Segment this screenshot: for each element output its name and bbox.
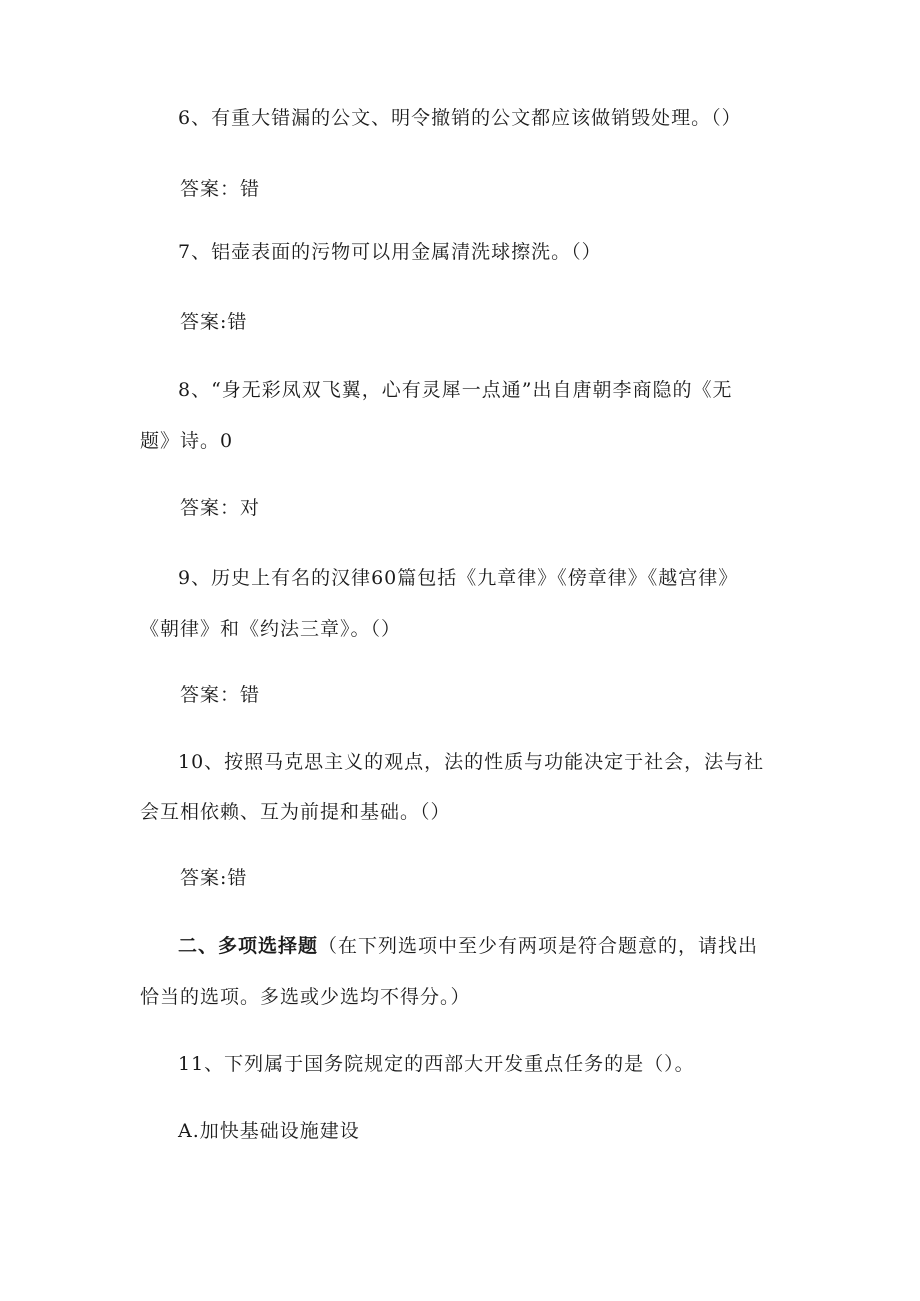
option-a: A.加快基础设施建设 — [178, 1120, 360, 1142]
question-10-line-1: 10、按照马克思主义的观点，法的性质与功能决定于社会，法与社 — [178, 751, 765, 773]
answer-6: 答案：错 — [180, 178, 261, 200]
question-10-line-2: 会互相依赖、互为前提和基础。（） — [140, 801, 451, 823]
answer-7: 答案:错 — [180, 311, 248, 333]
section-note: （在下列选项中至少有两项是符合题意的，请找出 — [318, 935, 759, 957]
answer-8: 答案：对 — [180, 497, 261, 519]
question-9-line-1: 9、历史上有名的汉律60篇包括《九章律》《傍章律》《越宫律》 — [178, 567, 739, 589]
section-title: 二、多项选择题 — [178, 935, 319, 957]
question-6: 6、有重大错漏的公文、明令撤销的公文都应该做销毁处理。（） — [178, 107, 742, 129]
answer-10: 答案:错 — [180, 867, 248, 889]
section-note-line-2: 恰当的选项。多选或少选均不得分。） — [140, 986, 471, 1008]
question-7: 7、铝壶表面的污物可以用金属清洗球擦洗。（） — [178, 241, 602, 263]
question-8-line-1: 8、“身无彩凤双飞翼，心有灵犀一点通”出自唐朝李商隐的《无 — [178, 379, 733, 401]
answer-9: 答案：错 — [180, 684, 261, 706]
question-8-line-2: 题》诗。0 — [140, 430, 234, 452]
section-heading-line-1 — [178, 934, 758, 958]
question-11: 11、下列属于国务院规定的西部大开发重点任务的是（）。 — [178, 1053, 695, 1075]
question-9-line-2: 《朝律》和《约法三章》。（） — [140, 618, 402, 640]
